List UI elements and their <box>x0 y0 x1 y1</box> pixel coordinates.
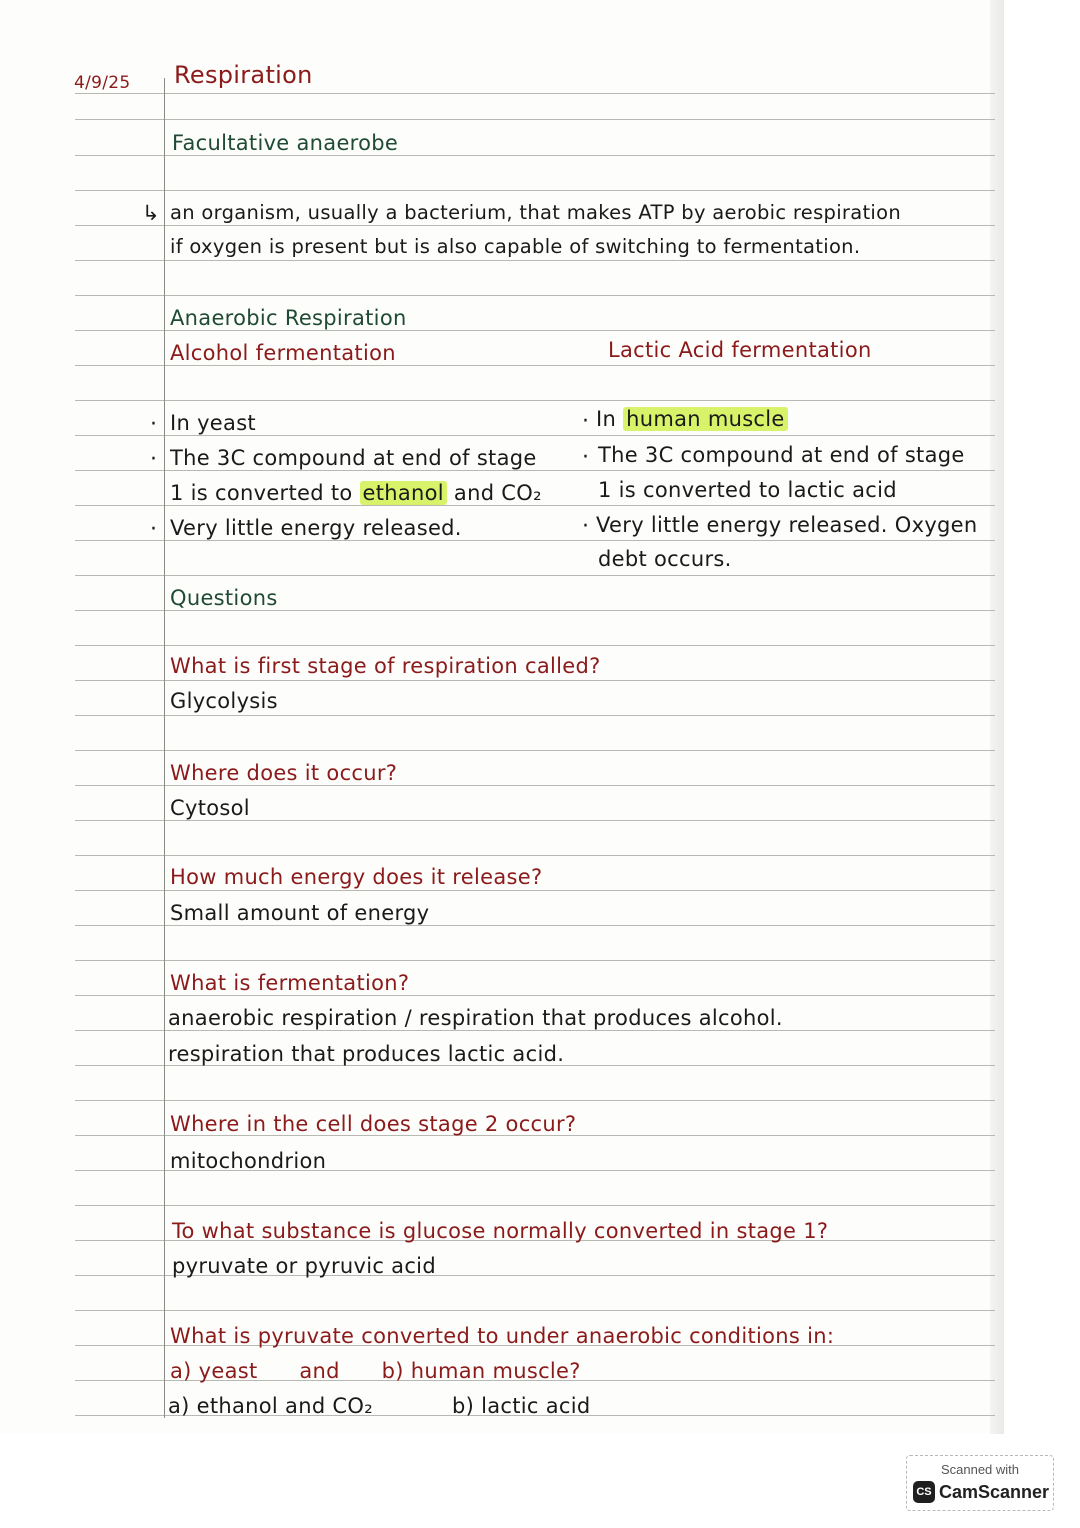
lactic-bullet-2-line-2: 1 is converted to lactic acid <box>598 478 897 502</box>
answer-7-b: b) lactic acid <box>452 1394 591 1418</box>
page-edge-shadow <box>990 0 1004 1434</box>
ruled-line <box>75 119 995 120</box>
definition-line-1: an organism, usually a bacterium, that makes ATP by aerobic respiration <box>170 201 902 224</box>
questions-heading: Questions <box>170 586 278 610</box>
answer-4-line-1: anaerobic respiration / respiration that produces alcohol. <box>168 1006 783 1030</box>
alcohol-fermentation-heading: Alcohol fermentation <box>170 341 396 365</box>
scanner-brand-name: CamScanner <box>939 1481 1050 1502</box>
ruled-line <box>75 400 995 401</box>
margin-line <box>164 78 165 1418</box>
ruled-line <box>75 1310 995 1311</box>
question-5: Where in the cell does stage 2 occur? <box>170 1112 577 1136</box>
highlight-ethanol: ethanol <box>360 481 447 505</box>
lactic-bullet-3-line-1: Very little energy released. Oxygen <box>596 513 978 537</box>
bullet-icon: · <box>150 412 157 437</box>
question-4: What is fermentation? <box>170 971 410 995</box>
ruled-line <box>75 960 995 961</box>
ruled-line <box>75 855 995 856</box>
ruled-line <box>75 575 995 576</box>
question-7-line-1: What is pyruvate converted to under anaerobic conditions in: <box>170 1324 835 1348</box>
question-1: What is first stage of respiration called? <box>170 654 601 678</box>
ruled-line <box>75 260 995 261</box>
scanner-watermark <box>906 1455 1054 1511</box>
ruled-line <box>75 295 995 296</box>
arrow-marker-icon: ↳ <box>142 201 160 225</box>
ruled-line <box>75 680 995 681</box>
ruled-line <box>75 1205 995 1206</box>
bullet-icon: · <box>150 447 157 472</box>
definition-line-2: if oxygen is present but is also capable of switching to fermentation. <box>170 235 861 258</box>
scanner-brand <box>913 1481 1049 1503</box>
answer-2: Cytosol <box>170 796 250 820</box>
alcohol-bullet-2-line-1: The 3C compound at end of stage <box>170 446 537 470</box>
page-title: Respiration <box>174 61 313 89</box>
ruled-line <box>75 645 995 646</box>
answer-6: pyruvate or pyruvic acid <box>172 1254 436 1278</box>
ruled-line <box>75 93 995 94</box>
lactic-bullet-1: In human muscle <box>596 406 788 432</box>
bullet-icon: · <box>582 514 589 539</box>
question-3: How much energy does it release? <box>170 865 543 889</box>
bullet-icon: · <box>150 517 157 542</box>
scanner-caption: Scanned with <box>940 1462 1020 1477</box>
answer-7-a: a) ethanol and CO₂ <box>168 1394 373 1418</box>
lactic-fermentation-heading: Lactic Acid fermentation <box>608 338 872 362</box>
lactic-bullet-3-line-2: debt occurs. <box>598 547 732 571</box>
term-heading: Facultative anaerobe <box>172 131 399 155</box>
bullet-icon: · <box>582 409 589 434</box>
lactic-bullet-2-line-1: The 3C compound at end of stage <box>598 443 965 467</box>
answer-4-line-2: respiration that produces lactic acid. <box>168 1042 565 1066</box>
answer-3: Small amount of energy <box>170 901 430 925</box>
alcohol-bullet-3: Very little energy released. <box>170 516 462 540</box>
ruled-line <box>75 890 995 891</box>
alcohol-bullet-1: In yeast <box>170 411 256 435</box>
date: 4/9/25 <box>74 73 131 93</box>
anaerobic-heading: Anaerobic Respiration <box>170 306 407 330</box>
ruled-line <box>75 750 995 751</box>
camscanner-logo-icon: CS <box>913 1481 935 1503</box>
bullet-icon: · <box>582 445 589 470</box>
answer-1: Glycolysis <box>170 689 278 713</box>
alcohol-bullet-2-line-2: 1 is converted to ethanol and CO₂ <box>170 481 542 505</box>
question-7-line-2: a) yeast and b) human muscle? <box>170 1359 581 1383</box>
question-6: To what substance is glucose normally converted in stage 1? <box>172 1219 829 1243</box>
ruled-line <box>75 190 995 191</box>
answer-5: mitochondrion <box>170 1149 327 1173</box>
ruled-line <box>75 715 995 716</box>
ruled-line <box>75 1100 995 1101</box>
highlight-human-muscle: human muscle <box>623 407 788 431</box>
question-2: Where does it occur? <box>170 761 398 785</box>
